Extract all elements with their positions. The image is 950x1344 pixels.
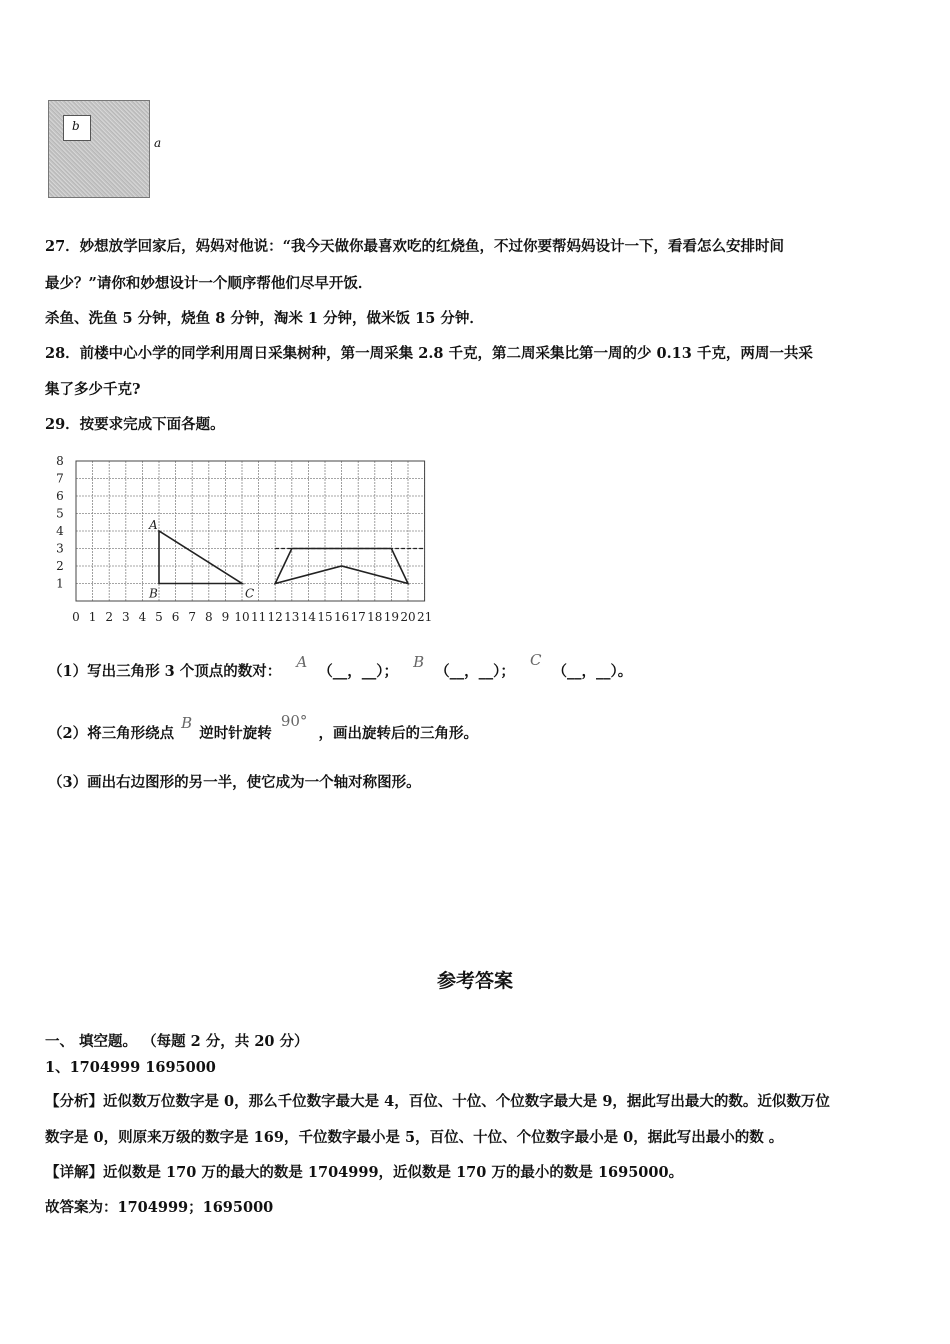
q29-sub1-blank-c: （__，__）。: [552, 663, 633, 680]
x-tick-label: 5: [155, 610, 163, 624]
point-a-label: A: [149, 518, 158, 532]
y-tick-label: 5: [56, 506, 64, 521]
inner-square-label: b: [72, 119, 80, 133]
outer-square: [48, 100, 150, 198]
q29-sub1-var-c: C: [529, 651, 542, 669]
y-tick-label: 4: [56, 524, 64, 538]
q29-sub2-mid: 逆时针旋转: [199, 725, 272, 742]
q29-sub3: （3）画出右边图形的另一半，使它成为一个轴对称图形。: [48, 774, 421, 791]
q27-line3: 杀鱼、洗鱼 5 分钟，烧鱼 8 分钟，淘米 1 分钟，做米饭 15 分钟．: [45, 310, 484, 327]
answers-detail: 【详解】近似数是 170 万的最大的数是 1704999，近似数是 170 万的最小的数是 1695000。: [45, 1164, 684, 1181]
x-tick-label: 9: [221, 610, 230, 624]
q28-line2: 集了多少千克?: [45, 381, 141, 398]
q27-line2: 最少？”请你和妙想设计一个顺序帮他们尽早开饭．: [45, 275, 373, 292]
x-tick-label: 11: [250, 610, 267, 624]
x-tick-label: 16: [333, 610, 350, 624]
q29-sub2-angle: 90°: [280, 712, 308, 730]
x-tick-label: 6: [171, 610, 180, 624]
outer-square-label: a: [154, 136, 162, 150]
point-c-label: C: [245, 586, 255, 601]
answers-analysis-line2: 数字是 0，则原来万级的数字是 169，千位数字最小是 5，百位、十位、个位数字最小是 0，据此写出最小的数 。: [45, 1129, 784, 1146]
x-tick-label: 15: [317, 610, 333, 624]
q29-sub2-var-b: B: [181, 714, 193, 732]
shaded-square-figure: [48, 100, 150, 198]
coordinate-grid-figure: [44, 443, 448, 627]
q29-sub2-suffix: ，画出旋转后的三角形。: [318, 725, 478, 742]
y-tick-label: 7: [56, 471, 64, 486]
point-b-label: B: [149, 586, 158, 601]
x-tick-label: 21: [416, 610, 433, 624]
x-tick-label: 7: [188, 610, 197, 624]
q29-sub1: [48, 651, 633, 681]
q29-sub1-prefix: （1）写出三角形 3 个顶点的数对：: [48, 663, 282, 680]
x-tick-label: 19: [383, 610, 400, 624]
q29-sub2: [48, 712, 478, 743]
answers-title: 参考答案: [436, 970, 513, 992]
y-tick-label: 6: [56, 489, 64, 503]
x-tick-label: 12: [267, 610, 283, 624]
answers-section1: 一、 填空题。 （每题 2 分，共 20 分）: [45, 1033, 309, 1050]
x-tick-label: 3: [121, 610, 130, 624]
x-tick-label: 13: [284, 610, 300, 624]
y-tick-label: 8: [56, 454, 64, 468]
q29-title: 29．按要求完成下面各题。: [45, 416, 225, 433]
answers-final: 故答案为：1704999；1695000: [45, 1199, 274, 1216]
triangle-abc: [159, 531, 242, 584]
y-tick-label: 1: [56, 576, 64, 591]
x-tick-label: 17: [350, 610, 366, 624]
x-tick-label: 8: [204, 610, 213, 624]
q29-sub2-prefix: （2）将三角形绕点: [48, 725, 175, 742]
x-tick-label: 18: [367, 610, 383, 624]
x-tick-label: 1: [88, 610, 97, 624]
q29-sub1-blank-a: （__，__）；: [318, 663, 398, 680]
q29-sub1-var-b: B: [413, 653, 425, 671]
inner-square: [63, 115, 91, 141]
x-tick-label: 2: [105, 610, 114, 624]
y-tick-label: 3: [56, 541, 64, 556]
x-tick-label: 0: [72, 610, 80, 624]
y-tick-label: 2: [56, 559, 64, 573]
x-tick-label: 4: [138, 610, 147, 624]
x-tick-label: 20: [400, 610, 416, 624]
q27-line1: 27．妙想放学回家后，妈妈对他说：“我今天做你最喜欢吃的红烧鱼，不过你要帮妈妈设计一下，看看怎么安排时间: [45, 238, 785, 255]
q29-sub1-var-a: A: [296, 653, 308, 671]
x-tick-label: 14: [300, 610, 317, 624]
x-tick-label: 10: [234, 610, 250, 624]
answers-analysis-line1: 【分析】近似数万位数字是 0，那么千位数字最大是 4，百位、十位、个位数字最大是 9，据此写出最大的数。近似数万位: [45, 1093, 830, 1110]
q28-line1: 28．前楼中心小学的同学利用周日采集树种，第一周采集 2.8 千克，第二周采集比第一周的少 0.13 千克，两周一共采: [45, 345, 813, 362]
q29-sub1-blank-b: （__，__）；: [435, 663, 515, 680]
answers-item1: 1、1704999 1695000: [45, 1059, 216, 1076]
